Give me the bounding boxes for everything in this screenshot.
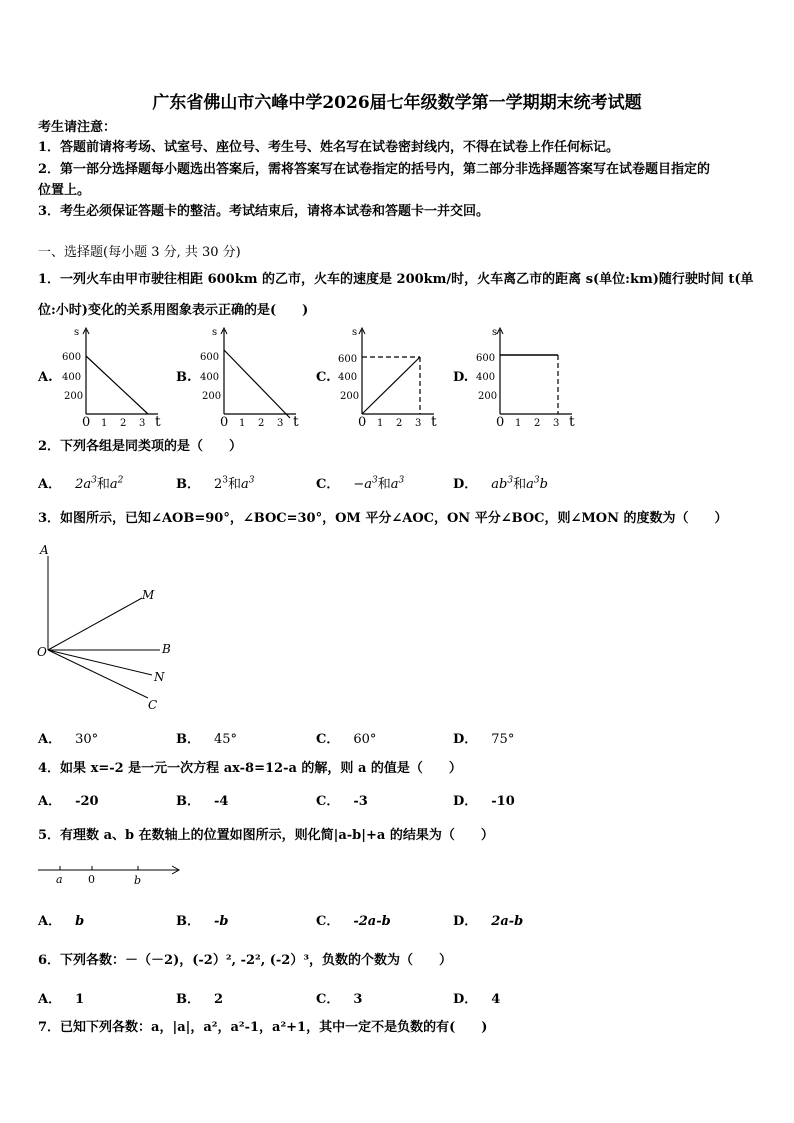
q3-option-c: C． 60° (316, 732, 377, 747)
y-tick: 400 (200, 372, 220, 383)
q1-option-a-label: A. (38, 370, 53, 385)
q1-line2: 位:小时)变化的关系用图象表示正确的是( ) (38, 303, 309, 318)
q1-graph-c (334, 322, 446, 430)
notice-item-2: 2．第一部分选择题每小题选出答案后，需将答案写在试卷指定的括号内，第二部分非选择题答案写在试卷题目指定的 (38, 162, 711, 177)
point-label-m: M (142, 588, 155, 602)
x-axis-label: t (431, 414, 437, 430)
y-tick: 400 (476, 372, 496, 383)
point-label-c: C (148, 698, 158, 712)
option-label: A． (38, 477, 62, 492)
y-axis-label: s (492, 327, 498, 338)
q4-option-c: C． -3 (316, 794, 368, 809)
option-label: D． (453, 477, 478, 492)
q5-number-line (36, 860, 186, 890)
q3-text: 3．如图所示，已知∠AOB=90°，∠BOC=30°，OM 平分∠AOC，ON 平分∠BOC，则∠MON 的度数为（ ） (38, 511, 728, 526)
q5-option-b: B． -b (176, 914, 229, 929)
x-axis-label: t (293, 414, 299, 430)
x-tick: 0 (358, 415, 367, 430)
q2-text: 2．下列各组是同类项的是（ ） (38, 439, 243, 454)
q1-graph-d (472, 322, 584, 430)
x-tick: 0 (82, 415, 91, 430)
q6-option-d: D． 4 (453, 992, 501, 1007)
q4-option-d: D． -10 (453, 794, 515, 809)
q5-option-a: A． b (38, 914, 85, 929)
y-tick: 400 (338, 372, 358, 383)
q4-option-b: B． -4 (176, 794, 229, 809)
q1-option-b-label: B. (176, 370, 192, 385)
option-label: C． (316, 477, 340, 492)
q6-option-a: A． 1 (38, 992, 85, 1007)
q3-option-b: B． 45° (176, 732, 238, 747)
q3-option-a: A． 30° (38, 732, 99, 747)
x-tick: 2 (258, 418, 265, 429)
y-axis-label: s (212, 327, 218, 338)
q1-graph-a (58, 322, 170, 430)
q2-option-b: B． $2^3$和$a^3$ (176, 475, 255, 492)
numberline-label-a: a (56, 873, 63, 886)
q1-option-d-label: D. (453, 370, 469, 385)
y-tick: 200 (478, 391, 498, 402)
y-tick: 600 (62, 352, 82, 363)
y-tick: 200 (340, 391, 360, 402)
y-tick: 600 (476, 353, 496, 364)
q1-option-c-label: C. (316, 370, 331, 385)
x-tick: 3 (553, 418, 560, 429)
y-tick: 200 (64, 391, 84, 402)
x-axis-label: t (569, 414, 575, 430)
section-heading: 一、选择题(每小题 3 分, 共 30 分) (38, 245, 241, 260)
q3-option-d: D． 75° (453, 732, 515, 747)
y-tick: 600 (200, 352, 220, 363)
q2-option-d: D． $ab^3$和$a^3b$ (453, 475, 548, 492)
q7-text: 7．已知下列各数：a，|a|，a²，a²-1，a²+1，其中一定不是负数的有( ) (38, 1020, 488, 1035)
x-tick: 0 (220, 415, 229, 430)
q6-option-c: C． 3 (316, 992, 363, 1007)
q6-text: 6．下列各数：－（－2)，(-2）², -2², (-2）³，负数的个数为（ ） (38, 953, 453, 968)
q5-option-d: D． 2a-b (453, 914, 524, 929)
y-tick: 600 (338, 354, 358, 365)
q5-text: 5．有理数 a、b 在数轴上的位置如图所示，则化简|a-b|+a 的结果为（ ） (38, 828, 494, 843)
notice-item-3: 3．考生必须保证答题卡的整洁。考试结束后，请将本试卷和答题卡一并交回。 (38, 204, 490, 219)
notice-item-2-cont: 位置上。 (38, 183, 91, 198)
q1-graph-b (196, 322, 308, 430)
x-tick: 3 (139, 418, 146, 429)
x-tick: 3 (277, 418, 284, 429)
q2-option-a: A． $2a^3$和$a^2$ (38, 475, 124, 492)
q6-option-b: B． 2 (176, 992, 224, 1007)
y-tick: 400 (62, 372, 82, 383)
notice-heading: 考生请注意： (38, 120, 117, 135)
notice-item-1: 1．答题前请将考场、试室号、座位号、考生号、姓名写在试卷密封线内，不得在试卷上作任何标记。 (38, 140, 620, 155)
q2-option-c: C． $-a^3$和$a^3$ (316, 475, 405, 492)
q1-line1: 1．一列火车由甲市驶往相距 600km 的乙市，火车的速度是 200km/时，火车离乙市的距离 s(单位:km)随行驶时间 t(单 (38, 272, 754, 287)
x-tick: 1 (515, 418, 522, 429)
y-axis-label: s (74, 327, 80, 338)
numberline-label-zero: 0 (88, 873, 95, 886)
point-label-a: A (40, 543, 49, 557)
numberline-label-b: b (134, 874, 142, 887)
option-label: B． (176, 477, 200, 492)
x-tick: 3 (415, 418, 422, 429)
q3-angle-figure (34, 540, 184, 720)
x-tick: 2 (534, 418, 541, 429)
y-tick: 200 (202, 391, 222, 402)
q4-option-a: A． -20 (38, 794, 99, 809)
x-tick: 2 (396, 418, 403, 429)
q4-text: 4．如果 x=-2 是一元一次方程 ax-8=12-a 的解，则 a 的值是（ ） (38, 761, 462, 776)
q5-option-c: C． -2a-b (316, 914, 391, 929)
x-tick: 2 (120, 418, 127, 429)
x-tick: 1 (377, 418, 384, 429)
point-label-b: B (162, 642, 171, 656)
x-tick: 1 (239, 418, 246, 429)
point-label-n: N (154, 670, 165, 684)
x-axis-label: t (155, 414, 161, 430)
y-axis-label: s (352, 327, 358, 338)
page-title: 广东省佛山市六峰中学2026届七年级数学第一学期期末统考试题 (152, 93, 642, 113)
point-label-o: O (37, 645, 47, 659)
x-tick: 1 (101, 418, 108, 429)
x-tick: 0 (496, 415, 505, 430)
